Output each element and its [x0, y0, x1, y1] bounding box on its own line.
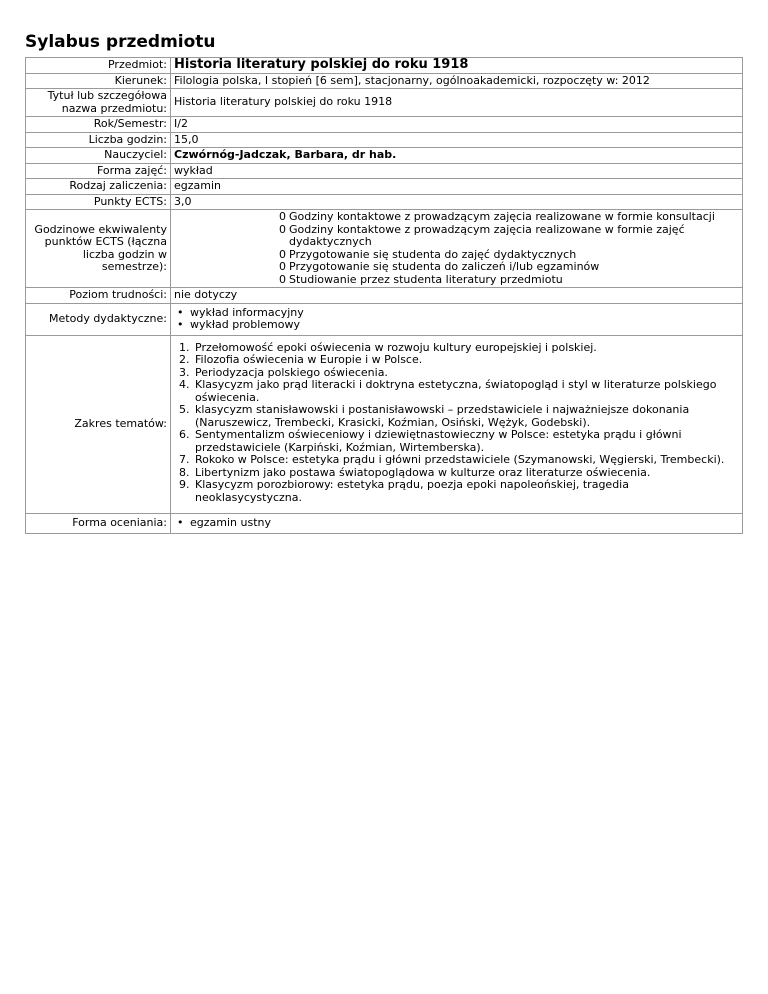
- ects-item: [279, 261, 739, 274]
- ects-item-hours: 0: [279, 210, 286, 223]
- label-tytul: Tytuł lub szczegółowa nazwa przedmiotu:: [26, 89, 171, 117]
- row-nauczyciel: [26, 148, 743, 164]
- value-metody: [171, 303, 743, 335]
- list-item: 8. Libertynizm jako postawa światopoglądowa w kulturze oraz literaturze oświecenia.: [193, 467, 739, 480]
- ects-hours-table: [174, 211, 739, 286]
- label-forma-zajec: Forma zajęć:: [26, 163, 171, 179]
- ects-item-text: Godziny kontaktowe z prowadzącym zajęcia realizowane w formie konsultacji: [289, 210, 715, 223]
- ects-item-text: Studiowanie przez studenta literatury przedmiotu: [289, 272, 563, 286]
- row-godzinowe: [26, 210, 743, 288]
- ects-item-hours: 0: [279, 222, 286, 236]
- value-nauczyciel: Czwórnóg-Jadczak, Barbara, dr hab.: [171, 148, 743, 164]
- metody-list: [174, 307, 739, 332]
- list-item: 7. Rokoko w Polsce: estetyka prądu i główni przedstawiciele (Szymanowski, Węgierski, Trembecki).: [193, 454, 739, 467]
- label-przedmiot: Przedmiot:: [26, 58, 171, 74]
- list-item: • wykład informacyjny: [190, 307, 739, 320]
- ects-item-text: Przygotowanie się studenta do zajęć dydaktycznych: [289, 247, 577, 261]
- value-rodzaj-zaliczenia: egzamin: [171, 179, 743, 195]
- row-rok-semestr: [26, 117, 743, 133]
- row-poziom: [26, 288, 743, 304]
- page-title: Sylabus przedmiotu: [25, 32, 216, 52]
- ects-hours-list: [279, 211, 739, 286]
- syllabus-table: [25, 57, 743, 534]
- ects-item-hours: 0: [279, 260, 286, 273]
- label-godzinowe: Godzinowe ekwiwalenty punktów ECTS (łączna liczba godzin w semestrze):: [26, 210, 171, 288]
- list-item: 5. klasycyzm stanisławowski i postanisławowski – przedstawiciele i najważniejsze dokonania (Naruszewicz, Trembecki, Krasicki, Koźmian, Osiński, Wężyk, Godebski).: [193, 404, 739, 429]
- row-metody: [26, 303, 743, 335]
- row-rodzaj-zaliczenia: [26, 179, 743, 195]
- list-item: 2. Filozofia oświecenia w Europie i w Polsce.: [193, 354, 739, 367]
- label-kierunek: Kierunek:: [26, 73, 171, 89]
- value-rok-semestr: I/2: [171, 117, 743, 133]
- label-nauczyciel: Nauczyciel:: [26, 148, 171, 164]
- ects-item: [279, 211, 739, 224]
- row-liczba-godzin: [26, 132, 743, 148]
- forma-oceniania-list: [174, 517, 739, 530]
- label-forma-oceniania: Forma oceniania:: [26, 514, 171, 534]
- label-zakres: Zakres tematów:: [26, 335, 171, 514]
- row-tytul: [26, 89, 743, 117]
- value-przedmiot: Historia literatury polskiej do roku 1918: [171, 58, 743, 74]
- row-forma-zajec: [26, 163, 743, 179]
- list-item: 9. Klasycyzm porozbiorowy: estetyka prądu, poezja epoki napoleońskiej, tragedia neoklasycystyczna.: [193, 479, 739, 504]
- value-forma-zajec: wykład: [171, 163, 743, 179]
- row-punkty-ects: [26, 194, 743, 210]
- ects-item-hours: 0: [279, 247, 286, 261]
- value-forma-oceniania: [171, 514, 743, 534]
- value-tytul: Historia literatury polskiej do roku 1918: [171, 89, 743, 117]
- label-metody: Metody dydaktyczne:: [26, 303, 171, 335]
- ects-item-hours: 0: [279, 272, 286, 286]
- zakres-list: [174, 342, 739, 505]
- row-przedmiot: [26, 58, 743, 74]
- value-kierunek: Filologia polska, I stopień [6 sem], stacjonarny, ogólnoakademicki, rozpoczęty w: 2012: [171, 73, 743, 89]
- value-zakres: [171, 335, 743, 514]
- row-zakres: [26, 335, 743, 514]
- label-rok-semestr: Rok/Semestr:: [26, 117, 171, 133]
- list-item: 3. Periodyzacja polskiego oświecenia.: [193, 367, 739, 380]
- ects-item: [279, 224, 739, 249]
- row-kierunek: [26, 73, 743, 89]
- list-item: • egzamin ustny: [190, 517, 739, 530]
- ects-item: [279, 274, 739, 287]
- label-punkty-ects: Punkty ECTS:: [26, 194, 171, 210]
- value-punkty-ects: 3,0: [171, 194, 743, 210]
- value-godzinowe: [171, 210, 743, 288]
- label-liczba-godzin: Liczba godzin:: [26, 132, 171, 148]
- list-item: • wykład problemowy: [190, 319, 739, 332]
- ects-item-text: Godziny kontaktowe z prowadzącym zajęcia realizowane w formie zajęć dydaktycznych: [289, 222, 685, 248]
- ects-spacer: [174, 211, 279, 286]
- value-poziom: nie dotyczy: [171, 288, 743, 304]
- label-poziom: Poziom trudności:: [26, 288, 171, 304]
- list-item: 4. Klasycyzm jako prąd literacki i doktryna estetyczna, światopogląd i styl w literaturze polskiego oświecenia.: [193, 379, 739, 404]
- list-item: 1. Przełomowość epoki oświecenia w rozwoju kultury europejskiej i polskiej.: [193, 342, 739, 355]
- label-rodzaj-zaliczenia: Rodzaj zaliczenia:: [26, 179, 171, 195]
- value-liczba-godzin: 15,0: [171, 132, 743, 148]
- row-forma-oceniania: [26, 514, 743, 534]
- list-item: 6. Sentymentalizm oświeceniowy i dziewiętnastowieczny w Polsce: estetyka prądu i główni przedstawiciele (Karpiński, Koźmian, Wirtemberska).: [193, 429, 739, 454]
- ects-item-text: Przygotowanie się studenta do zaliczeń i/lub egzaminów: [289, 260, 600, 273]
